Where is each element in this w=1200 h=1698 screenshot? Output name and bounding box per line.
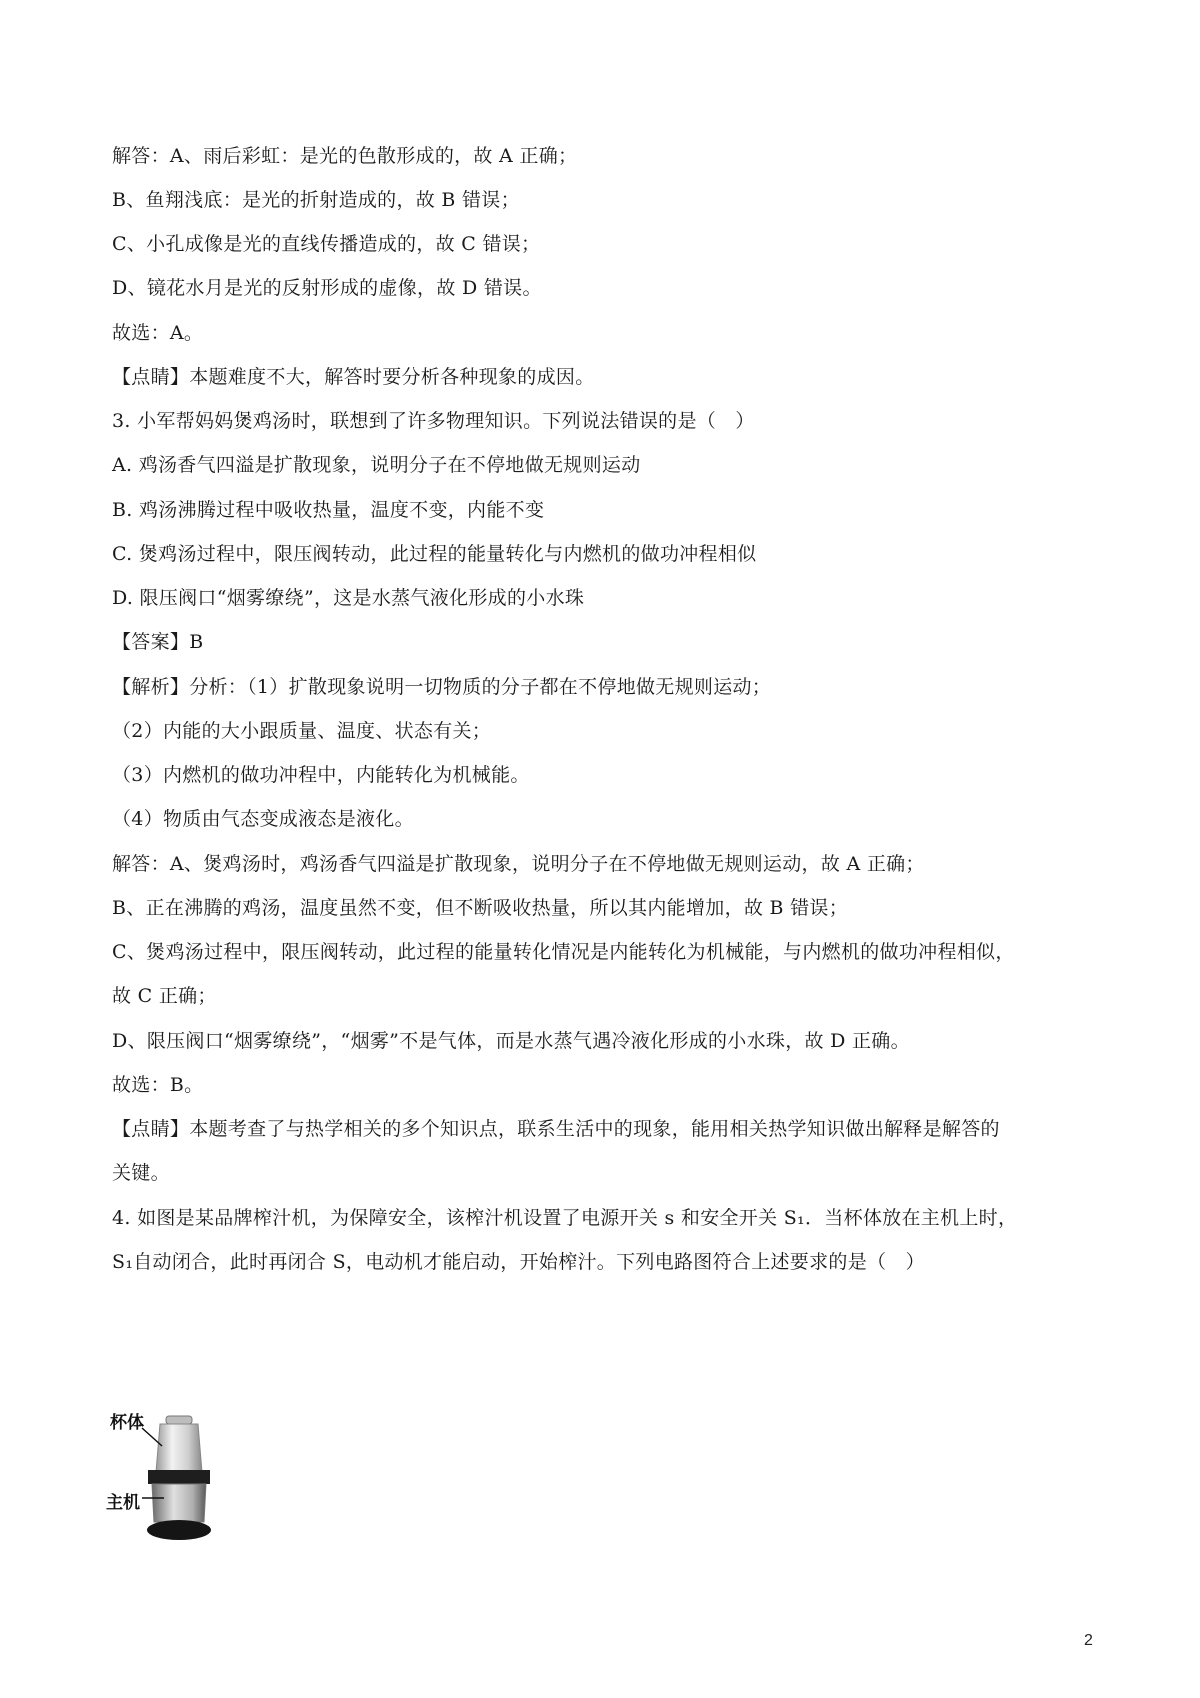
question-4-stem: S₁自动闭合，此时再闭合 S，电动机才能启动，开始榨汁。下列电路图符合上述要求的是（ ） [112,1251,925,1273]
text-line: B、鱼翔浅底：是光的折射造成的，故 B 错误； [112,189,520,211]
comment-line: 【点睛】本题考查了与热学相关的多个知识点，联系生活中的现象，能用相关热学知识做出解释是解答的 [112,1118,1000,1140]
text-line: 故选：A。 [112,322,204,344]
text-line: D、限压阀口“烟雾缭绕”，“烟雾”不是气体，而是水蒸气遇冷液化形成的小水珠，故 D 正确。 [112,1030,910,1052]
text-line: 解答：A、煲鸡汤时，鸡汤香气四溢是扩散现象，说明分子在不停地做无规则运动，故 A 正确； [112,853,925,875]
base-label: 主机 [106,1493,140,1513]
text-line: C、煲鸡汤过程中，限压阀转动，此过程的能量转化情况是内能转化为机械能，与内燃机的做功冲程相似， [112,941,1015,963]
cup-label: 杯体 [110,1413,144,1433]
analysis-line: 【解析】分析：（1）扩散现象说明一切物质的分子都在不停地做无规则运动； [112,676,772,698]
text-line: B、正在沸腾的鸡汤，温度虽然不变，但不断吸收热量，所以其内能增加，故 B 错误； [112,897,849,919]
question-3-option-c: C. 煲鸡汤过程中，限压阀转动，此过程的能量转化与内燃机的做功冲程相似 [112,543,757,565]
text-line: 解答：A、雨后彩虹：是光的色散形成的，故 A 正确； [112,145,578,167]
text-line: 故选：B。 [112,1074,204,1096]
question-3-option-a: A. 鸡汤香气四溢是扩散现象，说明分子在不停地做无规则运动 [112,454,641,476]
text-line: 【点睛】本题难度不大，解答时要分析各种现象的成因。 [112,366,595,388]
text-line: C、小孔成像是光的直线传播造成的，故 C 错误； [112,233,541,255]
text-line: D、镜花水月是光的反射形成的虚像，故 D 错误。 [112,277,542,299]
question-3-option-b: B. 鸡汤沸腾过程中吸收热量，温度不变，内能不变 [112,499,545,521]
analysis-line: （4）物质由气态变成液态是液化。 [112,808,414,830]
text-line: 故 C 正确； [112,985,217,1007]
answer-line: 【答案】B [112,631,204,653]
question-3-stem: 3. 小军帮妈妈煲鸡汤时，联想到了许多物理知识。下列说法错误的是（ ） [112,410,755,432]
analysis-line: （3）内燃机的做功冲程中，内能转化为机械能。 [112,764,530,786]
page-number: 2 [1084,1632,1093,1649]
analysis-line: （2）内能的大小跟质量、温度、状态有关； [112,720,492,742]
question-4-stem: 4. 如图是某品牌榨汁机，为保障安全，该榨汁机设置了电源开关 s 和安全开关 S₁．当杯体放在主机上时， [112,1207,1018,1229]
juicer-figure [108,1410,238,1560]
comment-line: 关键。 [112,1162,170,1184]
question-3-option-d: D. 限压阀口“烟雾缭绕”，这是水蒸气液化形成的小水珠 [112,587,585,609]
